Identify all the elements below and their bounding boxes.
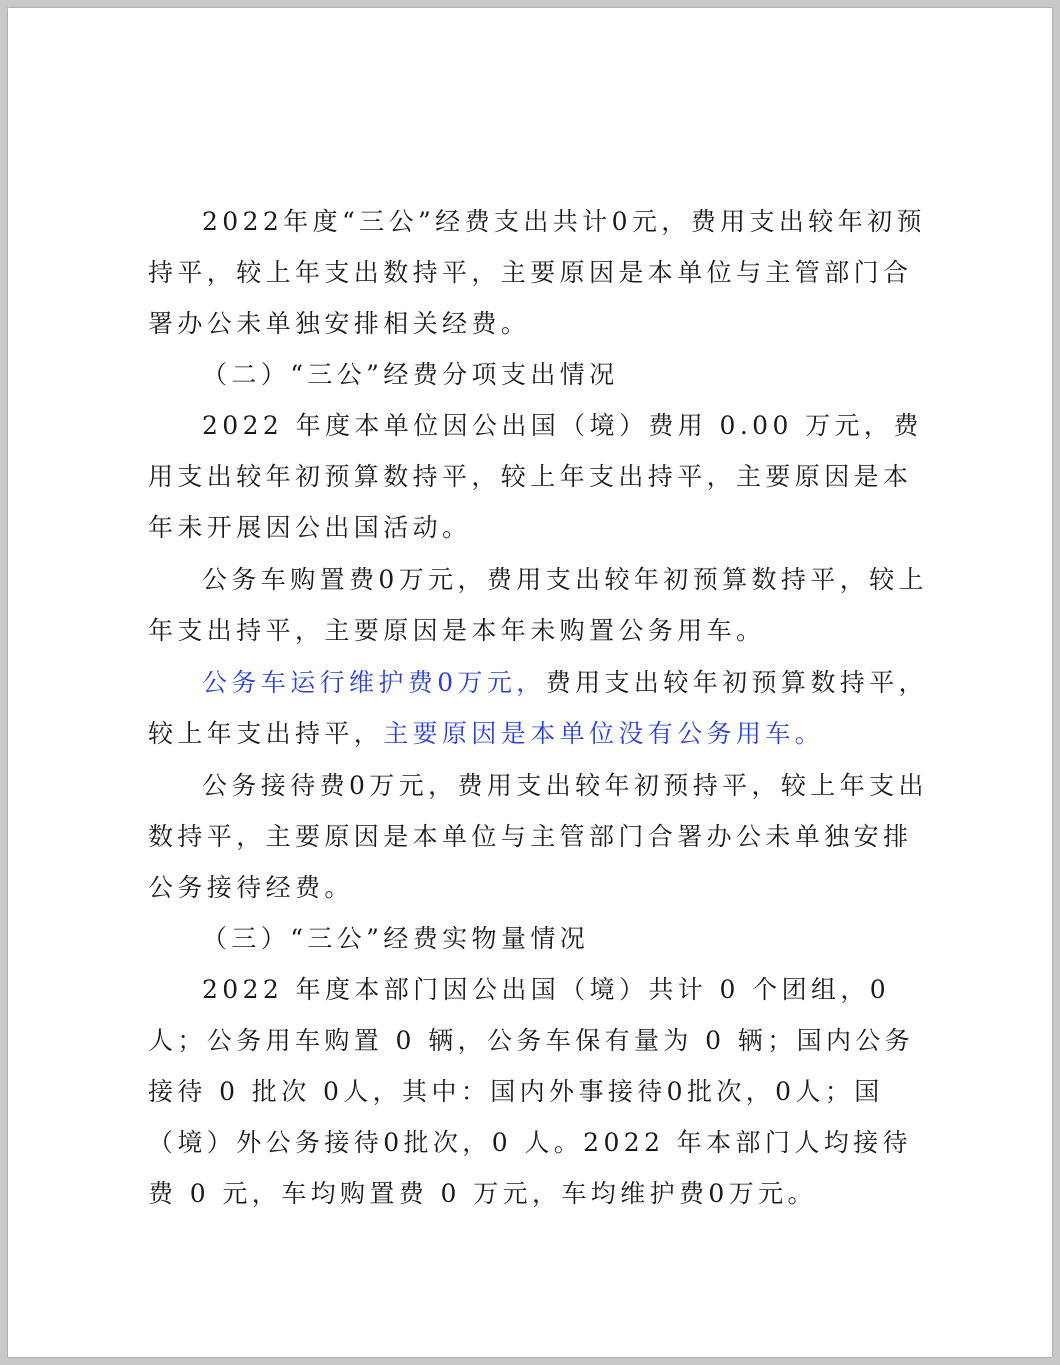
document-body xyxy=(148,196,928,1219)
highlight-vehicle-maintenance-reason: 主要原因是本单位没有公务用车。 xyxy=(383,719,825,748)
paragraph-total-expense: 2022年度“三公”经费支出共计0元，费用支出较年初预持平，较上年支出数持平，主要原因是本单位与主管部门合署办公未单独安排相关经费。 xyxy=(148,207,926,338)
vehicle-maintenance-comparison: 费用支出较年初预算数持平，较上年支出持平， xyxy=(148,668,928,748)
paragraph-physical-quantity: 2022 年度本部门因公出国（境）共计 0 个团组，0 人；公务用车购置 0 辆，公务车保有量为 0 辆；国内公务接待 0 批次 0人，其中：国内外事接待0批次，0人；国（境）外公务接待0批次，0 人。2022 年本部门人均接待费 0 元，车均购置费 0 万元，车均维护费0万元。 xyxy=(148,975,915,1208)
highlight-vehicle-maintenance-amount: 公务车运行维护费0万元， xyxy=(202,668,546,697)
paragraph-vehicle-purchase: 公务车购置费0万元，费用支出较年初预算数持平，较上年支出持平，主要原因是本年未购置公务用车。 xyxy=(148,565,928,645)
section-heading-physical-quantity: （三）“三公”经费实物量情况 xyxy=(202,924,590,953)
paragraph-vehicle-maintenance xyxy=(148,657,928,759)
section-heading-itemized: （二）“三公”经费分项支出情况 xyxy=(202,360,619,389)
paragraph-reception-expense: 公务接待费0万元，费用支出较年初预持平，较上年支出数持平，主要原因是本单位与主管部门合署办公未单独安排公务接待经费。 xyxy=(148,771,928,902)
document-page xyxy=(8,8,1052,1357)
paragraph-overseas-expense: 2022 年度本单位因公出国（境）费用 0.00 万元，费用支出较年初预算数持平，较上年支出持平，主要原因是本年未开展因公出国活动。 xyxy=(148,411,923,542)
